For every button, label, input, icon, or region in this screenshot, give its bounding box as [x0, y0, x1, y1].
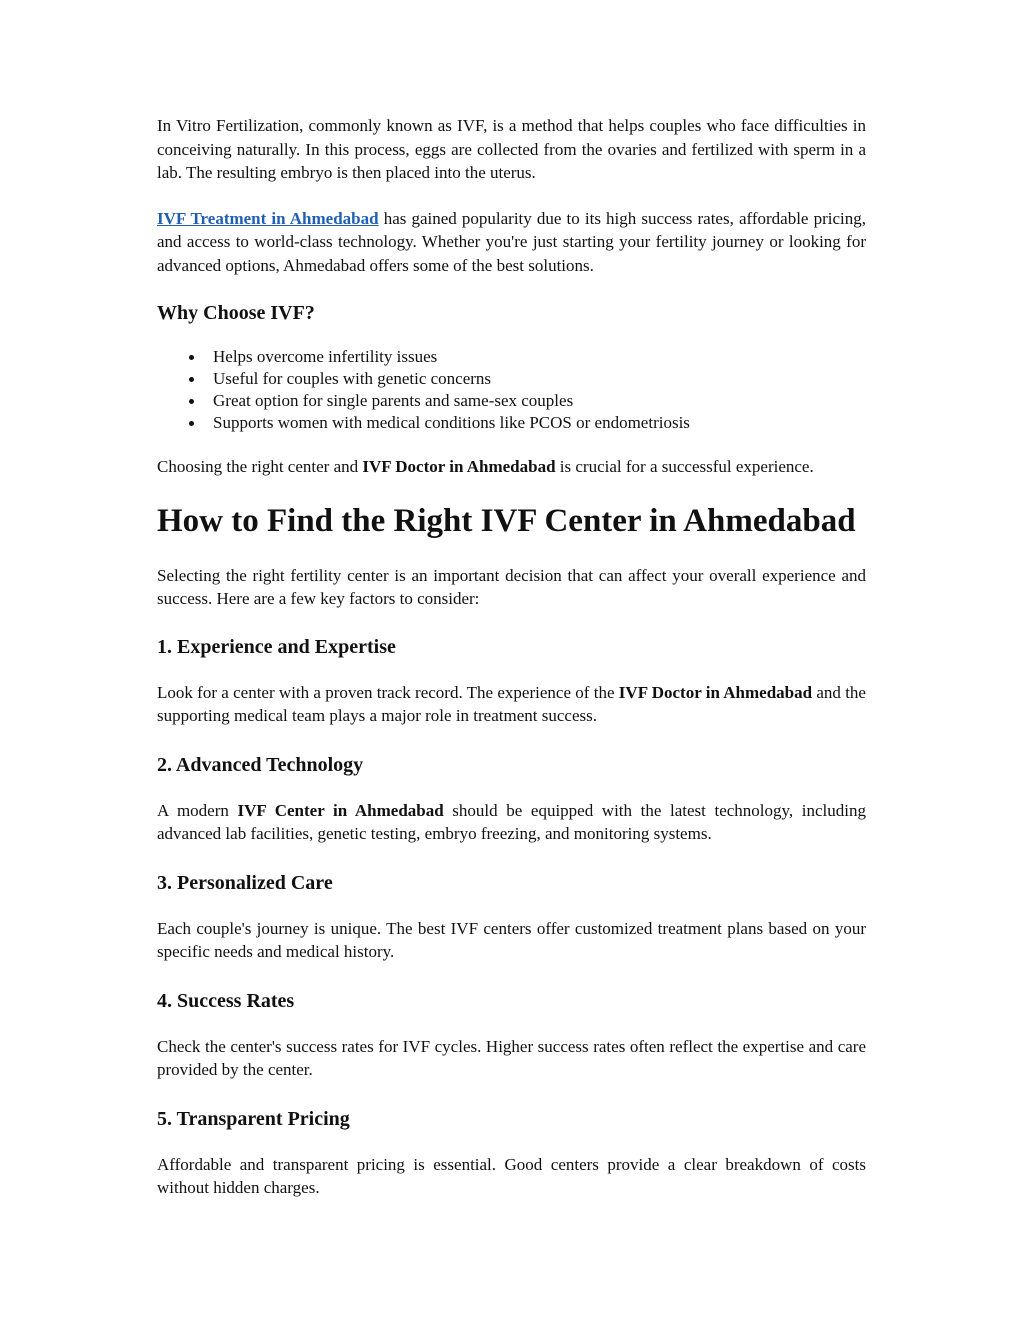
list-item [157, 346, 866, 368]
section-paragraph-success-rates: Check the center's success rates for IVF cycles. Higher success rates often reflect the expertise and care provided by the center. [157, 1036, 866, 1079]
choosing-bold: IVF Doctor in Ahmedabad [362, 457, 556, 476]
section-heading-personalized-care: 3. Personalized Care [157, 871, 333, 894]
why-choose-heading: Why Choose IVF? [157, 302, 315, 324]
bullet-icon [189, 421, 194, 426]
section-heading-pricing: 5. Transparent Pricing [157, 1107, 350, 1130]
list-item [157, 390, 866, 412]
intro-paragraph-2 [157, 207, 866, 278]
main-title: How to Find the Right IVF Center in Ahmedabad [157, 502, 856, 539]
bullet-icon [189, 399, 194, 404]
document-page [157, 114, 866, 1224]
list-item [157, 368, 866, 390]
bullet-icon [189, 377, 194, 382]
list-item-text: Great option for single parents and same-sex couples [213, 391, 574, 410]
section-bold: IVF Doctor in Ahmedabad [618, 682, 813, 702]
list-item-text: Supports women with medical conditions like PCOS or endometriosis [213, 413, 690, 432]
section-paragraph-experience [157, 681, 866, 728]
section-paragraph-technology [157, 799, 866, 846]
intro-paragraph-2-text: has gained popularity due to its high success rates, affordable pricing, and access to world-class technology. Whether you're just starting your fertility journey or looking for advanced options, Ahmedabad offers some of the best solutions. [157, 208, 866, 275]
section-text: A modern [157, 800, 238, 820]
why-choose-list [157, 346, 866, 434]
intro-paragraph: In Vitro Fertilization, commonly known as IVF, is a method that helps couples who face difficulties in conceiving naturally. In this process, eggs are collected from the ovaries and fertilized with sperm in a lab. The resulting embryo is then placed into the uterus. [157, 116, 866, 182]
section-text-end: and the supporting medical team plays a major role in treatment success. [157, 682, 866, 725]
main-intro-paragraph: Selecting the right fertility center is an important decision that can affect your overall experience and success. Here are a few key factors to consider: [157, 565, 866, 608]
list-item-text: Useful for couples with genetic concerns [213, 369, 492, 388]
ivf-treatment-link[interactable]: IVF Treatment in Ahmedabad [157, 208, 379, 228]
section-heading-experience: 1. Experience and Expertise [157, 635, 396, 658]
section-paragraph-personalized-care: Each couple's journey is unique. The best IVF centers offer customized treatment plans based on your specific needs and medical history. [157, 918, 866, 961]
section-bold: IVF Center in Ahmedabad [237, 800, 444, 820]
section-paragraph-pricing: Affordable and transparent pricing is essential. Good centers provide a clear breakdown of costs without hidden charges. [157, 1154, 866, 1197]
choosing-text: Choosing the right center and [157, 457, 363, 476]
section-text: Look for a center with a proven track record. The experience of the [157, 682, 619, 702]
list-item-text: Helps overcome infertility issues [213, 347, 438, 366]
bullet-icon [189, 355, 194, 360]
choosing-paragraph [157, 455, 866, 479]
section-heading-success-rates: 4. Success Rates [157, 989, 295, 1012]
choosing-text-end: is crucial for a successful experience. [555, 457, 814, 476]
section-text-end: should be equipped with the latest technology, including advanced lab facilities, genetic testing, embryo freezing, and monitoring systems. [157, 800, 866, 843]
section-heading-technology: 2. Advanced Technology [157, 753, 364, 776]
list-item [157, 412, 866, 434]
